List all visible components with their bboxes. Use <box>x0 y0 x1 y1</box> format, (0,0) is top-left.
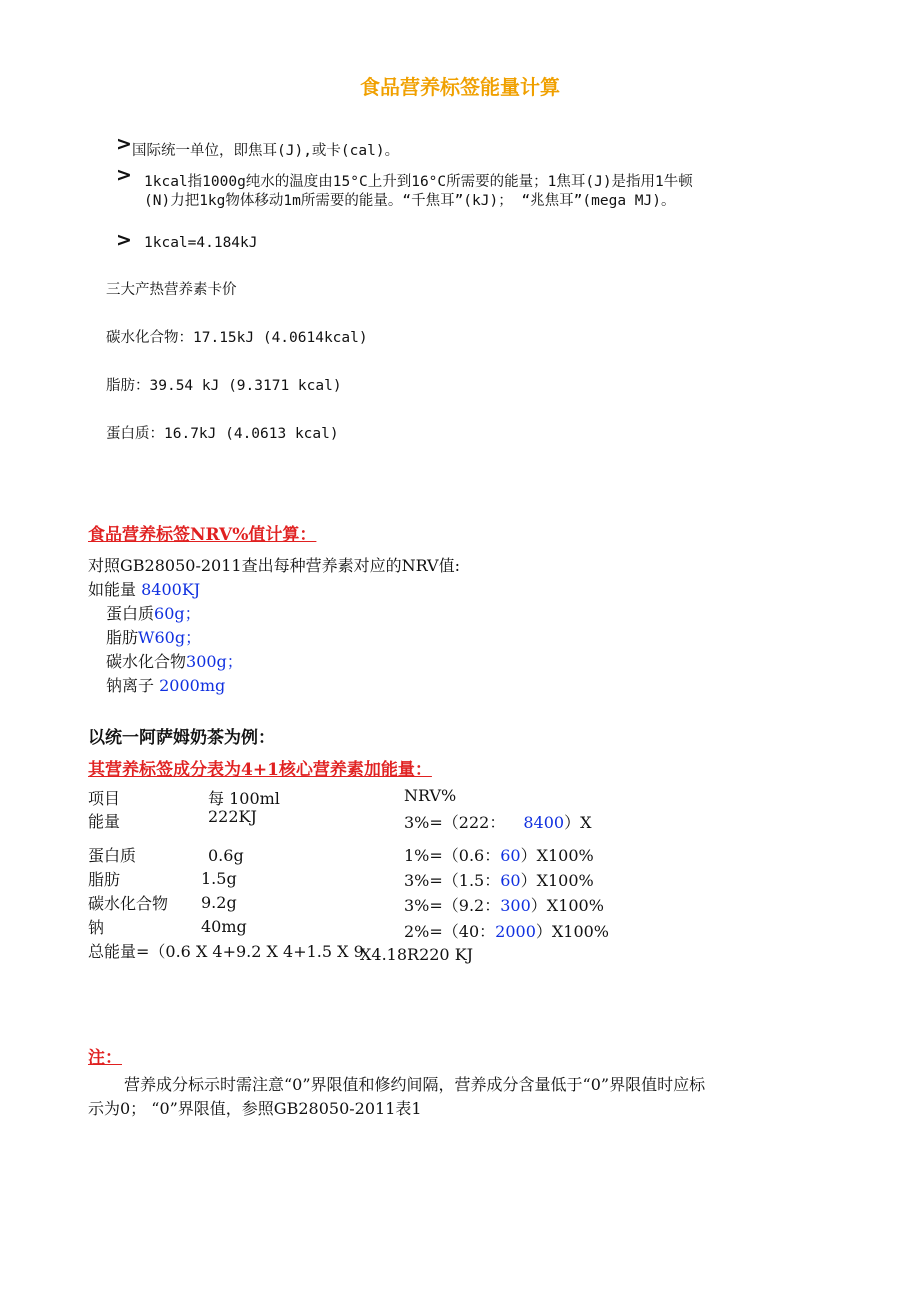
bullet-arrow-icon: > <box>116 164 132 186</box>
table-row-nrv <box>404 810 591 833</box>
nrv-formula-ref: 2000 <box>495 922 536 941</box>
example-subheading: 其营养标签成分表为4+1核心营养素加能量： <box>88 760 432 780</box>
table-row-nrv <box>404 919 609 942</box>
nrv-protein <box>106 601 201 624</box>
calorie-heading: 三大产热营养素卡价 <box>106 282 237 298</box>
page-title: 食品营养标签能量计算 <box>360 75 560 99</box>
total-energy-result: X4.18R220 KJ <box>360 945 474 964</box>
nrv-carb-label: 碳水化合物 <box>106 652 187 671</box>
nrv-heading: 食品营养标签NRV%值计算： <box>88 525 317 545</box>
table-row-nrv <box>404 868 594 891</box>
nrv-sodium-value: 2000mg <box>159 676 226 695</box>
bullet-unit-text: 国际统一单位，即焦耳(J),或卡(cal)。 <box>132 143 400 159</box>
nrv-fat-value: W60g； <box>138 628 202 647</box>
nrv-energy-label: 如能量 <box>88 580 142 599</box>
nrv-formula-ref: 60 <box>500 846 521 865</box>
note-heading: 注： <box>88 1048 122 1068</box>
table-row-amount: 0.6g <box>208 846 244 865</box>
nrv-formula-ref: 8400 <box>523 813 565 832</box>
bullet-kcal-def-line1: 1kcal指1000g纯水的温度由15°C上升到16°C所需要的能量；1焦耳(J)是指用1牛顿 <box>144 174 693 190</box>
nrv-formula-ref: 300 <box>500 896 531 915</box>
nrv-protein-value: 60g； <box>154 604 201 623</box>
bullet-conversion: 1kcal=4.184kJ <box>144 235 258 251</box>
carb-calorie: 碳水化合物：17.15kJ (4.0614kcal) <box>106 330 368 346</box>
nrv-fat-label: 脂肪 <box>106 628 139 647</box>
nrv-formula-post: ）X100% <box>520 846 594 865</box>
total-energy-formula: 总能量=（0.6 X 4+9.2 X 4+1.5 X 9 <box>88 942 364 961</box>
col-item-header: 项目 <box>88 789 121 808</box>
nrv-energy-value: 8400KJ <box>141 580 201 599</box>
table-row-nrv <box>404 893 604 916</box>
bullet-arrow-icon: > <box>116 229 132 251</box>
nrv-protein-label: 蛋白质 <box>106 604 155 623</box>
nrv-formula-post: ）X100% <box>535 922 610 941</box>
nrv-intro: 对照GB28050-2011查出每种营养素对应的NRV值: <box>88 556 460 575</box>
nrv-formula-post: ）X100% <box>520 871 594 890</box>
nrv-formula-pre: 3%=（9.2： <box>404 896 501 915</box>
nrv-formula-pre: 1%=（0.6： <box>404 846 501 865</box>
table-row-name: 能量 <box>88 812 121 831</box>
example-heading: 以统一阿萨姆奶茶为例： <box>88 728 275 748</box>
nrv-sodium-label: 钠离子 <box>106 676 160 695</box>
nrv-fat <box>106 625 201 648</box>
nrv-sodium <box>106 673 225 696</box>
table-row-amount: 40mg <box>201 917 247 936</box>
nrv-formula-ref: 60 <box>500 871 521 890</box>
table-row-name: 碳水化合物 <box>88 894 169 913</box>
fat-calorie: 脂肪：39.54 kJ (9.3171 kcal) <box>106 378 342 394</box>
nrv-formula-pre: 3%=（222： <box>404 813 506 832</box>
nrv-carb <box>106 649 243 672</box>
nrv-formula-post: ）X <box>564 813 592 832</box>
nrv-formula-post: ）X100% <box>530 896 604 915</box>
nrv-energy <box>88 577 200 600</box>
table-row-name: 脂肪 <box>88 870 121 889</box>
col-per-header: 每 100ml <box>208 789 280 808</box>
note-line2: 示为0； “0”界限值，参照GB28050-2011表1 <box>88 1099 422 1118</box>
note-line1: 营养成分标示时需注意“0”界限值和修约间隔，营养成分含量低于“0”界限值时应标 <box>124 1075 706 1094</box>
bullet-kcal-def-line2: (N)力把1kg物体移动1m所需要的能量。“千焦耳”(kJ)； “兆焦耳”(mega MJ)。 <box>144 193 676 209</box>
table-row-amount: 1.5g <box>201 869 237 888</box>
table-row-amount: 9.2g <box>201 893 237 912</box>
table-row-nrv <box>404 843 594 866</box>
protein-calorie: 蛋白质：16.7kJ (4.0613 kcal) <box>106 426 339 442</box>
table-row-amount: 222KJ <box>208 807 257 826</box>
table-row-name: 钠 <box>88 918 105 937</box>
nrv-carb-value: 300g； <box>186 652 243 671</box>
nrv-formula-pre: 2%=（40： <box>404 922 496 941</box>
col-nrv-header: NRV% <box>404 786 457 805</box>
table-row-name: 蛋白质 <box>88 846 137 865</box>
nrv-formula-pre: 3%=（1.5： <box>404 871 501 890</box>
bullet-arrow-icon: > <box>116 133 132 155</box>
